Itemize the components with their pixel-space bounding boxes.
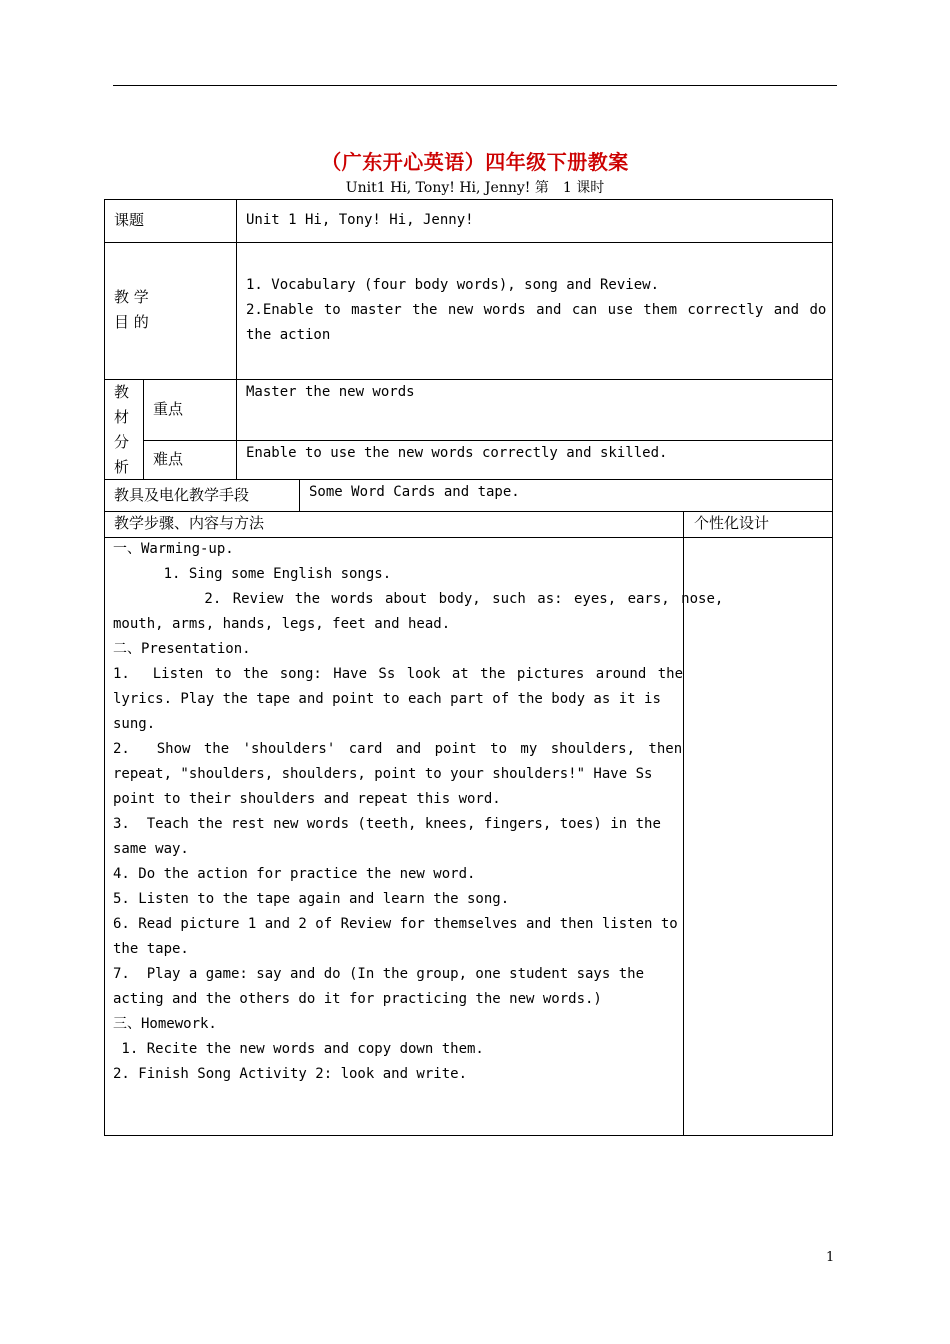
analysis-char-2: 材 (114, 408, 130, 426)
step-line: 4. Do the action for practice the new word. (113, 866, 476, 882)
step-line: 7. Play a game: say and do (In the group, one student says the (113, 966, 645, 982)
step-line: 1. Listen to the song: Have Ss look at the pictures around the (113, 666, 684, 682)
step-line: 1. Recite the new words and copy down them. (113, 1041, 484, 1057)
step-line: 一、Warming-up. (113, 541, 234, 557)
difficulty-value: Enable to use the new words correctly and skilled. (246, 445, 668, 461)
step-line: 2. Finish Song Activity 2: look and write. (113, 1066, 468, 1082)
step-line: the tape. (113, 941, 189, 957)
tools-label: 教具及电化教学手段 (114, 486, 250, 504)
step-line: 1. Sing some English songs. (113, 566, 392, 582)
step-line: repeat, "shoulders, shoulders, point to your shoulders!" Have Ss (113, 766, 653, 782)
objective-label-line-1: 教 学 (114, 288, 149, 306)
topic-value: Unit 1 Hi, Tony! Hi, Jenny! (246, 212, 474, 228)
personal-content-cell (683, 537, 833, 1136)
analysis-char-4: 析 (114, 458, 130, 476)
lesson-subtitle: Unit1 Hi, Tony! Hi, Jenny! 第 1 课时 (345, 180, 605, 196)
topic-label: 课题 (114, 211, 145, 229)
step-line: acting and the others do it for practicing the new words.) (113, 991, 602, 1007)
step-line: 2. Show the 'shoulders' card and point to my shoulders, then (113, 741, 683, 757)
step-line: 3. Teach the rest new words (teeth, knees, fingers, toes) in the (113, 816, 661, 832)
analysis-char-3: 分 (114, 433, 130, 451)
step-line: 二、Presentation. (113, 641, 251, 657)
step-line: point to their shoulders and repeat this word. (113, 791, 501, 807)
steps-header: 教学步骤、内容与方法 (114, 514, 265, 532)
page-title: （广东开心英语）四年级下册教案 (321, 150, 629, 174)
step-line: 2. Review the words about body, such as: eyes, ears, nose, (113, 591, 724, 607)
objective-line-3: the action (246, 327, 331, 343)
step-line: 6. Read picture 1 and 2 of Review for themselves and then listen to (113, 916, 678, 932)
objective-label-line-2: 目 的 (114, 313, 149, 331)
header-rule (113, 85, 837, 86)
page-number: 1 (826, 1250, 835, 1265)
key-point-value: Master the new words (246, 384, 415, 400)
step-line: same way. (113, 841, 189, 857)
analysis-char-1: 教 (114, 383, 130, 401)
tools-value: Some Word Cards and tape. (309, 484, 520, 500)
objective-line-2: 2.Enable to master the new words and can use them correctly and do (246, 302, 827, 318)
objective-line-1: 1. Vocabulary (four body words), song and Review. (246, 277, 660, 293)
step-line: lyrics. Play the tape and point to each part of the body as it is (113, 691, 661, 707)
key-point-label: 重点 (153, 400, 184, 418)
personal-header: 个性化设计 (694, 514, 770, 532)
difficulty-label: 难点 (153, 450, 184, 468)
step-line: mouth, arms, hands, legs, feet and head. (113, 616, 451, 632)
step-line: 5. Listen to the tape again and learn the song. (113, 891, 510, 907)
step-line: sung. (113, 716, 156, 732)
step-line: 三、Homework. (113, 1016, 217, 1032)
